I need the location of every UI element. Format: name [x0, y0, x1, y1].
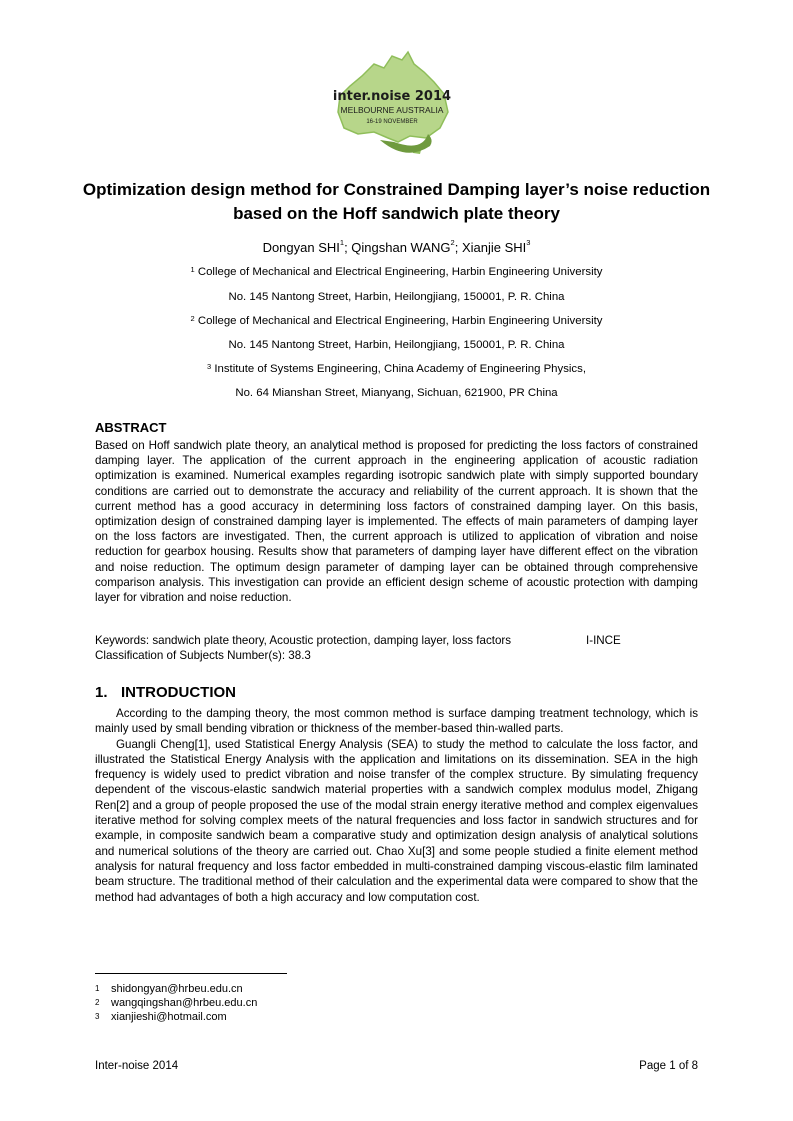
abstract-text: Based on Hoff sandwich plate theory, an analytical method is proposed for predicting the loss factors of constrained damping layer. The application of the current approach in the engineering application of acoustic radiation optimization is examined. Numerical examples regarding isotropic sandwich plate with simply supported boundary conditions are carried out to demonstrate the accuracy and reliability of the current approach. It is shown that the current method has a good accuracy in determining loss factors of constrained damping layer. On this basis, optimization design of constrained damping layer is implemented. The effects of main parameters of damping layer on the loss factors are investigated. Then, the current approach is utilized to application of vibration and noise reduction for gearbox housing. Results show that parameters of damping layer have different effect on the vibration and noise reduction. The optimum design parameter of damping layer can be obtained through comprehensive comparison analysis. This investigation can provide an efficient design scheme of acoustic protection with damping layer for vibration and noise reduction.: [95, 439, 698, 605]
affiliation-2-line2: No. 145 Nantong Street, Harbin, Heilongjiang, 150001, P. R. China: [228, 339, 565, 351]
introduction-body: [95, 706, 698, 905]
keywords-block: [95, 633, 698, 663]
affiliation-2-line1: [0, 314, 793, 328]
intro-paragraph: According to the damping theory, the most common method is surface damping treatment technology, which is mainly used by small bending vibration or thickness of the member-based thin-walled parts.: [95, 707, 698, 736]
author-mark: 3: [526, 238, 531, 247]
affiliation-mark: 2: [190, 314, 195, 323]
footnote-email[interactable]: wangqingshan@hrbeu.edu.cn: [111, 997, 258, 1009]
affiliation-3-line2: No. 64 Mianshan Street, Mianyang, Sichuan, 621900, PR China: [235, 387, 558, 399]
section-heading: [95, 684, 236, 701]
author-mark: 1: [339, 238, 345, 247]
logo-brand: inter.noise 2014: [332, 89, 452, 104]
affiliation-text: Institute of Systems Engineering, China Academy of Engineering Physics,: [214, 363, 586, 375]
section-title: INTRODUCTION: [121, 684, 236, 701]
footnote-email[interactable]: shidongyan@hrbeu.edu.cn: [111, 983, 243, 995]
footnote: [95, 996, 257, 1010]
affiliation-mark: 3: [206, 362, 212, 371]
footnote-mark: 1: [95, 984, 100, 993]
section-number: 1.: [95, 684, 108, 701]
footnote-mark: 3: [95, 1012, 100, 1021]
footer-conference: Inter-noise 2014: [95, 1060, 179, 1072]
affiliation-1-line2: No. 145 Nantong Street, Harbin, Heilongjiang, 150001, P. R. China: [228, 291, 565, 303]
author-mark: 2: [450, 238, 455, 247]
paper-title: Optimization design method for Constrained Damping layer’s noise reduction based on the Hoff sandwich plate theory: [82, 180, 711, 223]
footnote-email[interactable]: xianjieshi@hotmail.com: [111, 1011, 227, 1023]
abstract-heading: ABSTRACT: [95, 420, 167, 435]
ince-code: I-INCE: [586, 634, 621, 647]
footer-page-number: Page 1 of 8: [639, 1060, 698, 1072]
author-name: Xianjie SHI: [461, 240, 527, 255]
author-name: Dongyan SHI: [262, 240, 340, 255]
conference-logo: [322, 42, 462, 170]
affiliation-text: College of Mechanical and Electrical Engineering, Harbin Engineering University: [197, 315, 603, 327]
footnote: [95, 982, 243, 996]
author-separator: ;: [454, 240, 462, 255]
author-list: [0, 240, 793, 255]
author-separator: ;: [344, 240, 352, 255]
affiliation-3-line1: [0, 362, 793, 376]
author-name: Qingshan WANG: [351, 240, 451, 255]
affiliation-mark: 1: [190, 265, 195, 274]
footnote: [95, 1010, 227, 1024]
footnote-mark: 2: [95, 998, 100, 1007]
intro-paragraph: Guangli Cheng[1], used Statistical Energy Analysis (SEA) to study the method to calculate the loss factor, and illustrated the Statistical Energy Analysis with the application and limitations on its dissemination. SEA in the high frequency is widely used to predict vibration and noise transfer of the complex structure. By simulating frequency dependent of the viscous-elastic sandwich material properties with a sandwich complex modulus model, Zhigang Ren[2] and a group of people proposed the use of the modal strain energy iterative method and complex eigenvalues iterative method for solving complex meets of the natural frequencies and loss factor in sandwich structures and for example, in composite sandwich beam a comparative study and optimization design analysis of analytical solutions and numerical solutions of the theory are carried out. Chao Xu[3] and some people studied a finite element method analysis for natural frequency and loss factor embedded in multi-constrained damping viscous-elastic film laminated beam structure. The traditional method of their calculation and the experimental data were compared to show that the method had advantages of both a high accuracy and low computation cost.: [95, 737, 698, 904]
affiliation-1-line1: [0, 265, 793, 279]
logo-location: MELBOURNE AUSTRALIA: [340, 105, 444, 115]
footnote-divider: [95, 973, 287, 974]
affiliation-text: College of Mechanical and Electrical Engineering, Harbin Engineering University: [197, 266, 603, 278]
keywords-line: Keywords: sandwich plate theory, Acoustic protection, damping layer, loss factors: [95, 634, 512, 647]
classification-line: Classification of Subjects Number(s): 38.3: [95, 649, 311, 663]
logo-dates: 16-19 NOVEMBER: [366, 119, 418, 125]
